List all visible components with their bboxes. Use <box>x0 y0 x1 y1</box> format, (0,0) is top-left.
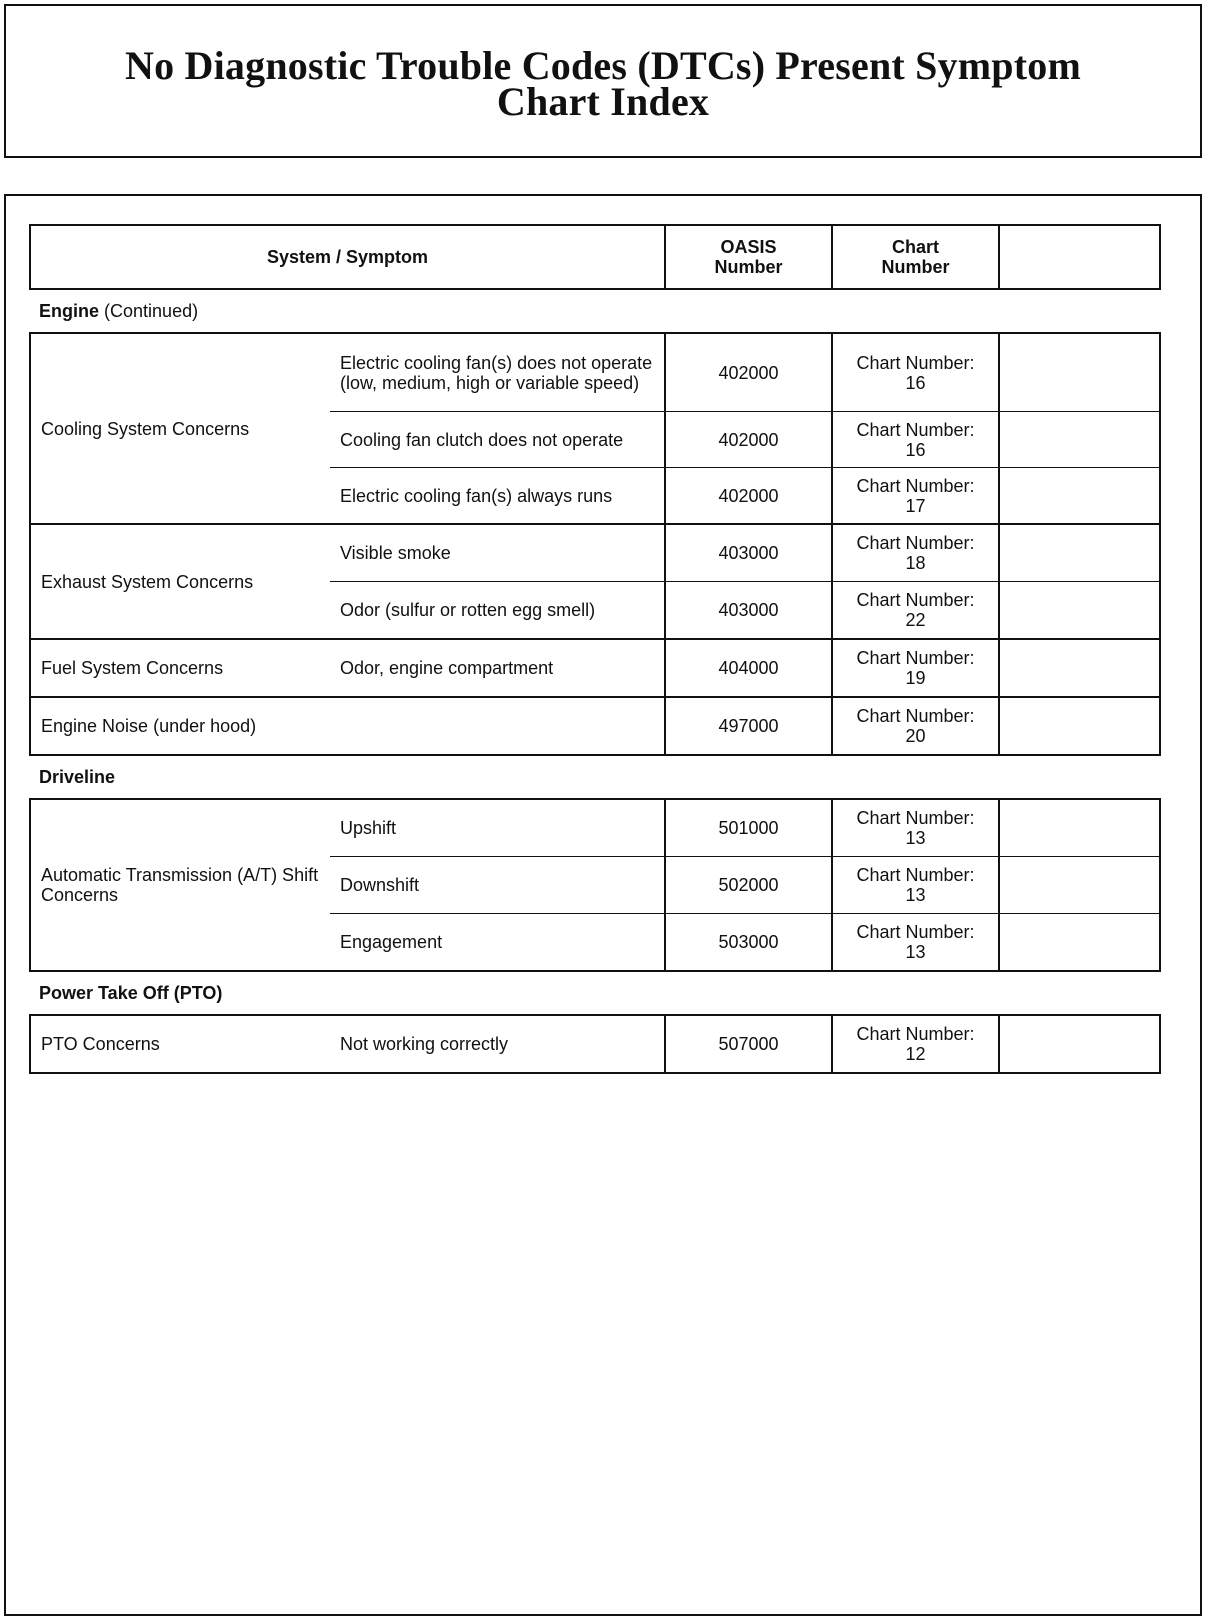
oasis-cell: 503000 <box>665 914 832 972</box>
chart-cell: Chart Number: 16 <box>832 333 999 412</box>
table-row <box>30 524 1160 582</box>
header-blank <box>999 225 1160 289</box>
chart-cell: Chart Number: 12 <box>832 1015 999 1073</box>
section-engine: Engine (Continued) <box>39 301 199 321</box>
symptom-cell: Odor, engine compartment <box>330 639 665 697</box>
symptom-cell: Not working correctly <box>340 1034 509 1054</box>
chart-index-content <box>29 224 1159 1074</box>
driveline-table <box>29 798 1161 972</box>
header-oasis-number: OASIS Number <box>665 225 832 289</box>
blank-cell <box>999 799 1160 857</box>
chart-cell: Chart Number: 13 <box>832 799 999 857</box>
oasis-cell: 402000 <box>665 333 832 412</box>
blank-cell <box>999 582 1160 640</box>
header-chart-number: Chart Number <box>832 225 999 289</box>
oasis-cell: 402000 <box>665 468 832 525</box>
blank-cell <box>999 1015 1160 1073</box>
chart-cell: Chart Number: 18 <box>832 524 999 582</box>
blank-cell <box>999 468 1160 525</box>
system-exhaust: Exhaust System Concerns <box>30 524 330 639</box>
chart-cell: Chart Number: 19 <box>832 639 999 697</box>
header-system-symptom: System / Symptom <box>30 225 665 289</box>
blank-cell <box>999 697 1160 755</box>
oasis-cell: 502000 <box>665 857 832 914</box>
chart-cell: Chart Number: 17 <box>832 468 999 525</box>
system-cooling: Cooling System Concerns <box>41 418 250 439</box>
symptom-cell: Upshift <box>340 818 397 838</box>
title-line-2: Chart Index <box>496 79 710 124</box>
oasis-cell: 403000 <box>665 524 832 582</box>
oasis-cell: 497000 <box>665 697 832 755</box>
system-pto: PTO Concerns <box>41 1034 160 1054</box>
table-row <box>30 799 1160 857</box>
oasis-cell: 507000 <box>665 1015 832 1073</box>
symptom-cell: Electric cooling fan(s) always runs <box>330 468 665 525</box>
symptom-cell: Cooling fan clutch does not operate <box>330 412 665 468</box>
system-transmission: Automatic Transmission (A/T) Shift Concerns <box>41 865 319 905</box>
symptom-cell: Downshift <box>330 857 665 914</box>
section-driveline: Driveline <box>39 767 116 787</box>
title-box <box>4 4 1202 158</box>
table-row <box>30 639 1160 697</box>
blank-cell <box>999 412 1160 468</box>
chart-cell: Chart Number: 13 <box>832 857 999 914</box>
blank-cell <box>999 857 1160 914</box>
chart-index-panel <box>4 194 1202 1616</box>
oasis-cell: 404000 <box>665 639 832 697</box>
title-line-1: No Diagnostic Trouble Codes (DTCs) Present Symptom <box>125 43 1081 88</box>
page-title <box>6 6 1200 124</box>
blank-cell <box>999 639 1160 697</box>
engine-table <box>29 332 1161 756</box>
system-noise: Engine Noise (under hood) <box>30 697 665 755</box>
system-fuel: Fuel System Concerns <box>30 639 330 697</box>
table-row <box>30 333 1160 412</box>
blank-cell <box>999 914 1160 972</box>
header-table <box>29 224 1161 290</box>
table-row <box>30 1015 1160 1073</box>
blank-cell <box>999 524 1160 582</box>
chart-cell: Chart Number: 13 <box>832 914 999 972</box>
chart-cell: Chart Number: 16 <box>832 412 999 468</box>
pto-table <box>29 1014 1161 1074</box>
chart-cell: Chart Number: 20 <box>832 697 999 755</box>
symptom-cell: Odor (sulfur or rotten egg smell) <box>330 582 665 640</box>
oasis-cell: 403000 <box>665 582 832 640</box>
blank-cell <box>999 333 1160 412</box>
section-pto: Power Take Off (PTO) <box>39 983 223 1003</box>
symptom-cell: Visible smoke <box>330 524 665 582</box>
oasis-cell: 402000 <box>665 412 832 468</box>
symptom-cell: Engagement <box>330 914 665 972</box>
oasis-cell: 501000 <box>665 799 832 857</box>
symptom-cell: Electric cooling fan(s) does not operate (low, medium, high or variable speed) <box>340 352 653 393</box>
chart-cell: Chart Number: 22 <box>832 582 999 640</box>
table-row <box>30 697 1160 755</box>
